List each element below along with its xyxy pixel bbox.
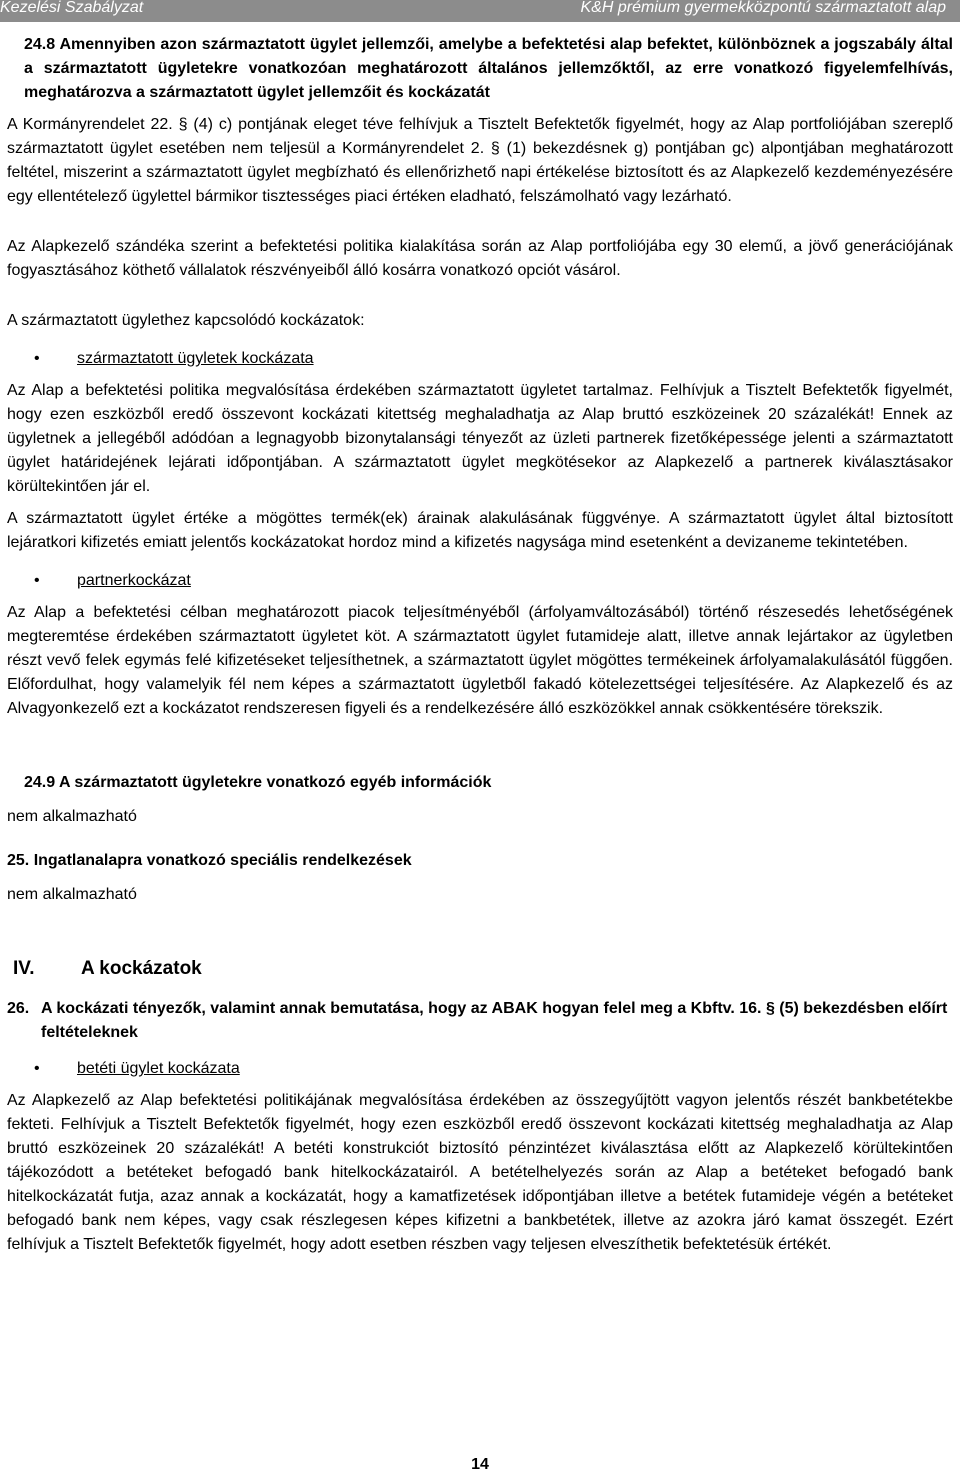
section-24-8-paragraph-2: Az Alapkezelő szándéka szerint a befektetési politika kialakítása során az Alap portfoliójába egy 30 elemű, a jövő generációjának fogyasztásához köthető vállalatok részvényeiből álló kosárra vonatkozó opciót vásárol. — [7, 238, 953, 279]
header-document-title: Kezelési Szabályzat — [0, 0, 144, 16]
section-25-heading: 25. Ingatlanalapra vonatkozó speciális rendelkezések — [7, 852, 412, 869]
section-26-paragraph-1: Az Alapkezelő az Alap befektetési politikájának megvalósítása érdekében az összegyűjtött vagyon jelentős részét bankbetétekbe fekteti. Felhívjuk a Tisztelt Befektetők figyelmét, hogy ezen eszközből eredő összevont kockázati kitettség meghaladhatja az Alap bruttó eszközeinek 20 százalékát! A betéti konstrukciót biztosító pénzintézet kiválasztása előtt az Alapkezelő körültekintően tájékozódott a betéteket befogadó bank hitelkockázatairól. A betételhelyezés során az Alap a betéteket befogadó bank hitelkockázatát futja, azaz annak a kockázatát, hogy a kamatfizetések időpontjában illetve a betétek futamideje végén a betéteket befogadó bank nem képes, vagy csak részlegesen képes kifizetni a bankbetétek, illetve az azokra járó kamat összegét. Ezért felhívjuk a Tisztelt Befektetők figyelmét, hogy adott esetben részben vagy teljesen elveszíthetik befektetésük értékét. — [7, 1092, 953, 1253]
section-26-title: A kockázati tényezők, valamint annak bemutatása, hogy az ABAK hogyan felel meg a Kbftv. 16. § (5) bekezdésben előírt feltételeknek — [41, 1000, 948, 1041]
section-iv-title: A kockázatok — [81, 958, 202, 979]
section-24-9-body: nem alkalmazható — [7, 808, 137, 825]
section-26-number: 26. — [7, 1000, 30, 1017]
bullet-counterparty-risk: partnerkockázat — [77, 572, 191, 589]
bullet-icon: • — [34, 350, 40, 367]
list-item — [7, 1057, 953, 1081]
page-header — [0, 0, 960, 22]
section-24-8-paragraph-6: Az Alap a befektetési célban meghatározott piacok teljesítményéből (árfolyamváltozásából) történő részesedés lehetőségének megteremtése érdekében származtatott ügyletet köt. A származtatott ügylet futamideje alatt, illetve annak lejártakor az ügyletben részt vevő felek egymás felé kifizetéseket teljesíthetnek, a származtatott ügylet mögöttes termékeinek árfolyamalakulásától függően. Előfordulhat, hogy valamelyik fél nem képes a származtatott ügyletből fakadó kötelezettségei teljesítésére. Az Alapkezelő és az Alvagyonkezelő ezt a kockázatot rendszeresen figyeli és a rendelkezésére álló eszközökkel annak csökkentésére törekszik. — [7, 604, 953, 717]
section-24-8-paragraph-3: A származtatott ügylethez kapcsolódó kockázatok: — [7, 312, 365, 329]
bullet-derivative-risk: származtatott ügyletek kockázata — [77, 350, 314, 367]
document-body — [7, 33, 953, 1257]
list-item — [7, 347, 953, 371]
section-24-8-paragraph-4: Az Alap a befektetési politika megvalósítása érdekében származtatott ügyletet tartalmaz. Felhívjuk a Tisztelt Befektetők figyelmét, hogy ezen eszközből eredő összevont kockázati kitettség meghaladhatja az Alap bruttó eszközeinek 20 százalékát! Ennek az ügyletnek a jellegéből adódóan a legnagyobb bizonytalansági tényezőt az üzleti partnerek fizetőképessége jelenti a származtatott ügylet határidejének lejárati időpontjában. A származtatott ügylet megkötésekor az Alapkezelő a partnerek kiválasztásakor körültekintően jár el. — [7, 382, 953, 495]
bullet-deposit-risk: betéti ügylet kockázata — [77, 1060, 240, 1077]
section-26-heading — [7, 997, 953, 1045]
section-24-8-heading: 24.8 Amennyiben azon származtatott ügylet jellemzői, amelybe a befektetési alap befektet, különböznek a jogszabály által a származtatott ügyletekre vonatkozóan meghatározott általános jellemzőktől, az erre vonatkozó figyelemfelhívás, meghatározva a származtatott ügylet jellemzőit és kockázatát — [24, 36, 953, 101]
section-iv-number: IV. — [13, 958, 35, 979]
section-iv-heading — [7, 957, 953, 981]
page-number: 14 — [471, 1456, 489, 1473]
section-25-body: nem alkalmazható — [7, 886, 137, 903]
header-fund-name: K&H prémium gyermekközpontú származtatott alap — [580, 0, 946, 16]
bullet-icon: • — [34, 1060, 40, 1077]
section-24-9-heading: 24.9 A származtatott ügyletekre vonatkozó egyéb információk — [24, 774, 492, 791]
section-24-8-paragraph-1: A Kormányrendelet 22. § (4) c) pontjának eleget téve felhívjuk a Tisztelt Befektetők figyelmét, hogy az Alap portfoliójában szereplő származtatott ügylet esetében nem teljesül a Kormányrendelet 2. § (1) bekezdésnek g) pontjában gc) alpontjában meghatározott feltétel, miszerint a származtatott ügylet megbízható és ellenőrizhető napi értékelése biztosított és az Alapkezelő kezdeményezésére egy ellentételező ügylettel bármikor tisztességes piaci értéken eladható, felszámolható vagy lezárható. — [7, 116, 953, 205]
section-24-8-paragraph-5: A származtatott ügylet értéke a mögöttes termék(ek) árainak alakulásának függvénye. A származtatott ügylet által biztosított lejáratkori kifizetés emiatt jelentős kockázatokat hordoz mind a kifizetés nagysága mind esetenként a devizaneme tekintetében. — [7, 510, 953, 551]
bullet-icon: • — [34, 572, 40, 589]
list-item — [7, 569, 953, 593]
